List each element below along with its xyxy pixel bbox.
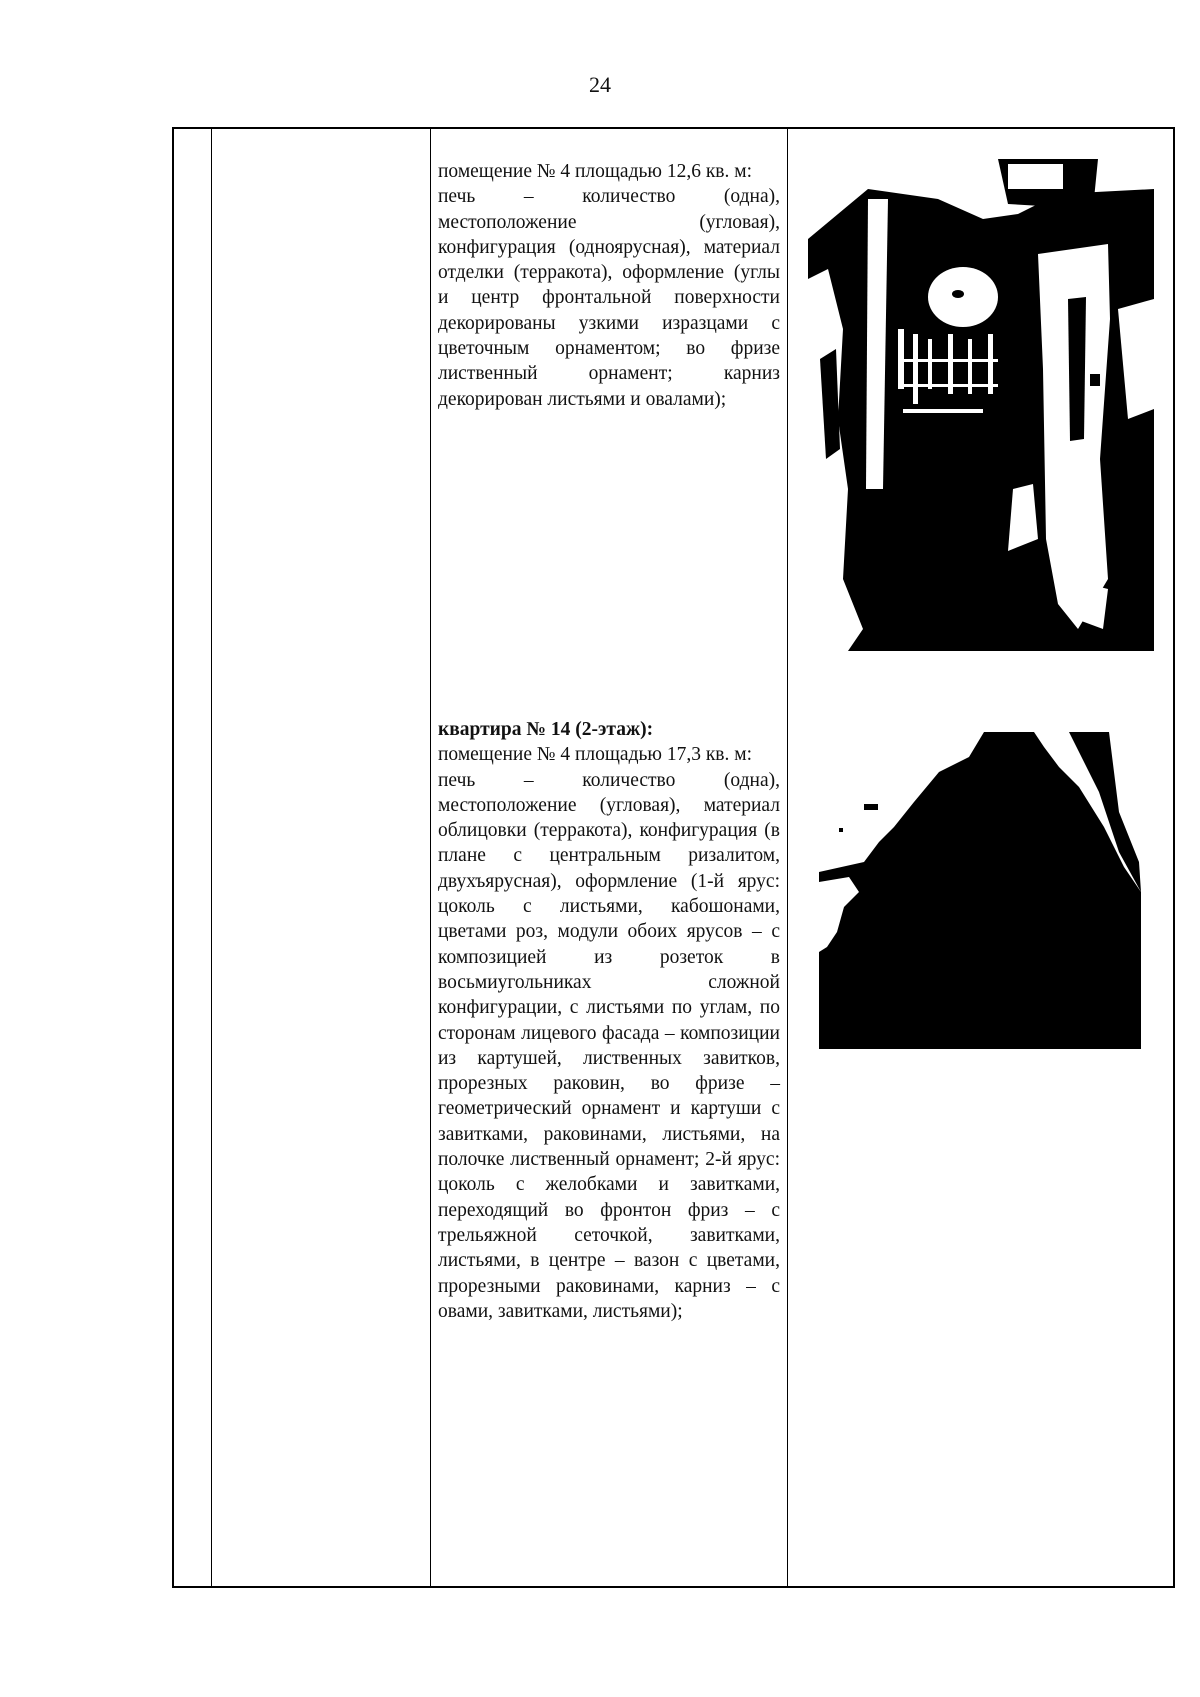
tiled-stove-photo: [808, 159, 1154, 651]
room-area-line: помещение № 4 площадью 17,3 кв. м:: [438, 744, 753, 766]
apartment-heading: квартира № 14 (2-этаж):: [438, 719, 654, 740]
page-number: 24: [589, 72, 611, 97]
stove-description: печь – количество (одна), местоположение (угловая), конфигурация (одноярусная), материал отделки (терракота), оформление (углы и центр фронтальной поверхности декорированы узкими изразцами с цветочным орнаментом; во фризе лиственный орнамент; карниз декорирован листьями и овалами);: [438, 186, 780, 410]
column-divider: [787, 129, 788, 1586]
description-table: [172, 127, 1175, 1588]
stove-description: печь – количество (одна), местоположение (угловая), материал облицовки (терракота), конфигурация (в плане с центральным ризалитом, двухъярусная), оформление (1-й ярус: цоколь с листьями, кабошонами, цветами роз, модули обоих ярусов – с композицией из розеток в восьмиугольниках сложной конфигурации, с листьями по углам, по сторонам лицевого фасада – композиции из картушей, лиственных завитков, прорезных раковин, во фризе – геометрический орнамент и картуши с завитками, раковинами, листьями, на полочке лиственный орнамент; 2-й ярус: цоколь с желобками и завитками, переходящий во фронтон фриз – с трельяжной сеточкой, завитками, листьями, в центре – вазон с цветами, прорезными раковинами, карниз – с овами, завитками, листьями);: [438, 769, 780, 1322]
room-area-line: помещение № 4 площадью 12,6 кв. м:: [438, 161, 753, 182]
room-description: [438, 159, 780, 412]
tiled-stove-photo-image: [808, 159, 1154, 651]
column-divider: [430, 129, 431, 1586]
column-divider: [211, 129, 212, 1586]
stove-detail-photo: [819, 732, 1141, 1049]
apartment-description: [438, 717, 780, 1324]
stove-detail-photo-image: [819, 732, 1141, 1049]
